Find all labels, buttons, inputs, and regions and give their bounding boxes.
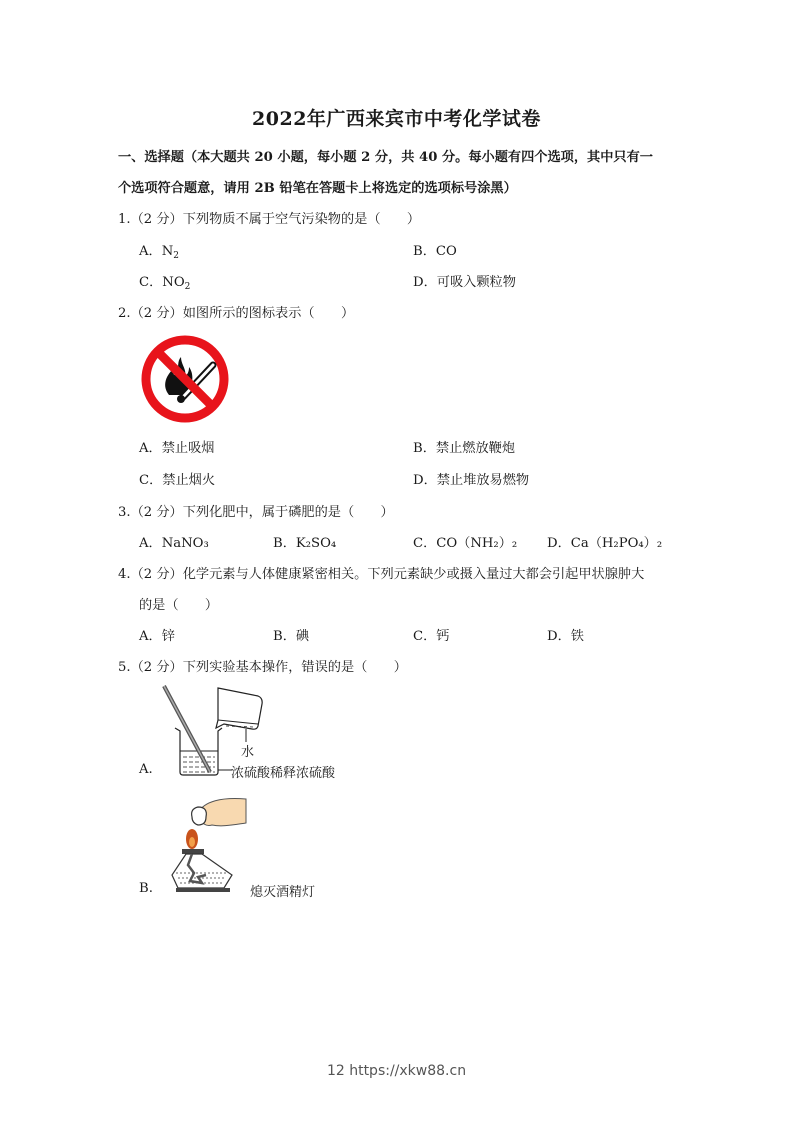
option-label: A． <box>139 536 162 551</box>
option-text: 禁止吸烟 <box>161 441 215 456</box>
option-text: 锌 <box>161 629 175 644</box>
option-label: D． <box>413 473 437 488</box>
question-5-option-a-text: 稀释浓硫酸 <box>270 766 336 781</box>
question-4-option-b[interactable] <box>273 625 309 644</box>
page-title: 2022年广西来宾市中考化学试卷 <box>252 108 541 130</box>
question-2-option-a[interactable] <box>139 437 214 456</box>
option-text: 可吸入颗粒物 <box>436 275 516 290</box>
section-instructions-line2: 个选项符合题意，请用 2B 铅笔在答题卡上将选定的选项标号涂黑） <box>118 181 517 196</box>
option-text: NO <box>162 275 185 290</box>
option-text: 禁止堆放易燃物 <box>436 473 530 488</box>
option-label: D． <box>547 629 571 644</box>
question-5-option-b-label[interactable]: B. <box>139 881 153 896</box>
option-label: B． <box>413 244 436 259</box>
option-label: B． <box>273 536 296 551</box>
question-5-option-a-label[interactable]: A. <box>139 762 153 777</box>
option-label: A． <box>139 441 162 456</box>
option-text: 碘 <box>295 629 310 644</box>
question-3-option-a[interactable] <box>139 532 209 551</box>
question-4-stem-line2: 的是（ ） <box>139 598 219 613</box>
question-1-option-c[interactable] <box>139 271 190 290</box>
question-1-option-a[interactable] <box>139 240 179 259</box>
alcohol-lamp-figure-icon <box>162 793 252 898</box>
option-text: NaNO₃ <box>161 536 209 551</box>
question-2-option-c[interactable] <box>139 469 215 488</box>
option-label: D． <box>547 536 571 551</box>
question-2-stem: 2.（2 分）如图所示的图标表示（ ） <box>118 306 355 321</box>
question-1-option-d[interactable] <box>413 271 516 290</box>
option-subscript: 2 <box>184 282 191 292</box>
option-label: B． <box>273 629 296 644</box>
acid-label: 浓硫酸 <box>231 766 271 781</box>
option-subscript: 2 <box>173 251 179 261</box>
option-label: D． <box>413 275 437 290</box>
question-4-option-c[interactable] <box>413 625 449 644</box>
question-5-stem: 5.（2 分）下列实验基本操作，错误的是（ ） <box>118 660 407 675</box>
question-4-option-a[interactable] <box>139 625 175 644</box>
question-4-stem-line1: 4.（2 分）化学元素与人体健康紧密相关。下列元素缺少或摄入量过大都会引起甲状腺肿大 <box>118 567 645 582</box>
question-2-option-b[interactable] <box>413 437 515 456</box>
option-label: C． <box>413 629 437 644</box>
option-text: K₂SO₄ <box>295 536 337 551</box>
question-3-option-c[interactable] <box>413 532 517 551</box>
option-label: B． <box>413 441 436 456</box>
option-label: C． <box>139 473 163 488</box>
option-label: A． <box>139 244 162 259</box>
question-3-option-b[interactable] <box>273 532 336 551</box>
question-3-stem: 3.（2 分）下列化肥中，属于磷肥的是（ ） <box>118 505 394 520</box>
question-4-option-d[interactable] <box>547 625 584 644</box>
question-1-option-b[interactable] <box>413 240 457 259</box>
option-label: A． <box>139 629 162 644</box>
option-text: 禁止烟火 <box>162 473 216 488</box>
page-footer: 12 https://xkw88.cn <box>326 1063 467 1079</box>
section-instructions-line1: 一、选择题（本大题共 20 小题，每小题 2 分，共 40 分。每小题有四个选项，其中只有一 <box>118 150 653 165</box>
option-label: C． <box>413 536 437 551</box>
water-label: 水 <box>241 745 255 760</box>
option-text: N <box>161 244 174 259</box>
option-text: Ca（H₂PO₄）₂ <box>570 536 663 551</box>
option-text: 禁止燃放鞭炮 <box>435 441 516 456</box>
question-2-option-d[interactable] <box>413 469 529 488</box>
option-label: C． <box>139 275 163 290</box>
question-5-option-b-text: 熄灭酒精灯 <box>250 885 316 900</box>
question-3-option-d[interactable] <box>547 532 662 551</box>
no-open-flame-sign-icon <box>139 333 231 425</box>
option-text: CO <box>435 244 457 259</box>
option-text: 铁 <box>570 629 584 644</box>
question-1-stem: 1.（2 分）下列物质不属于空气污染物的是（ ） <box>118 212 421 227</box>
option-text: 钙 <box>436 629 450 644</box>
option-text: CO（NH₂）₂ <box>436 536 518 551</box>
